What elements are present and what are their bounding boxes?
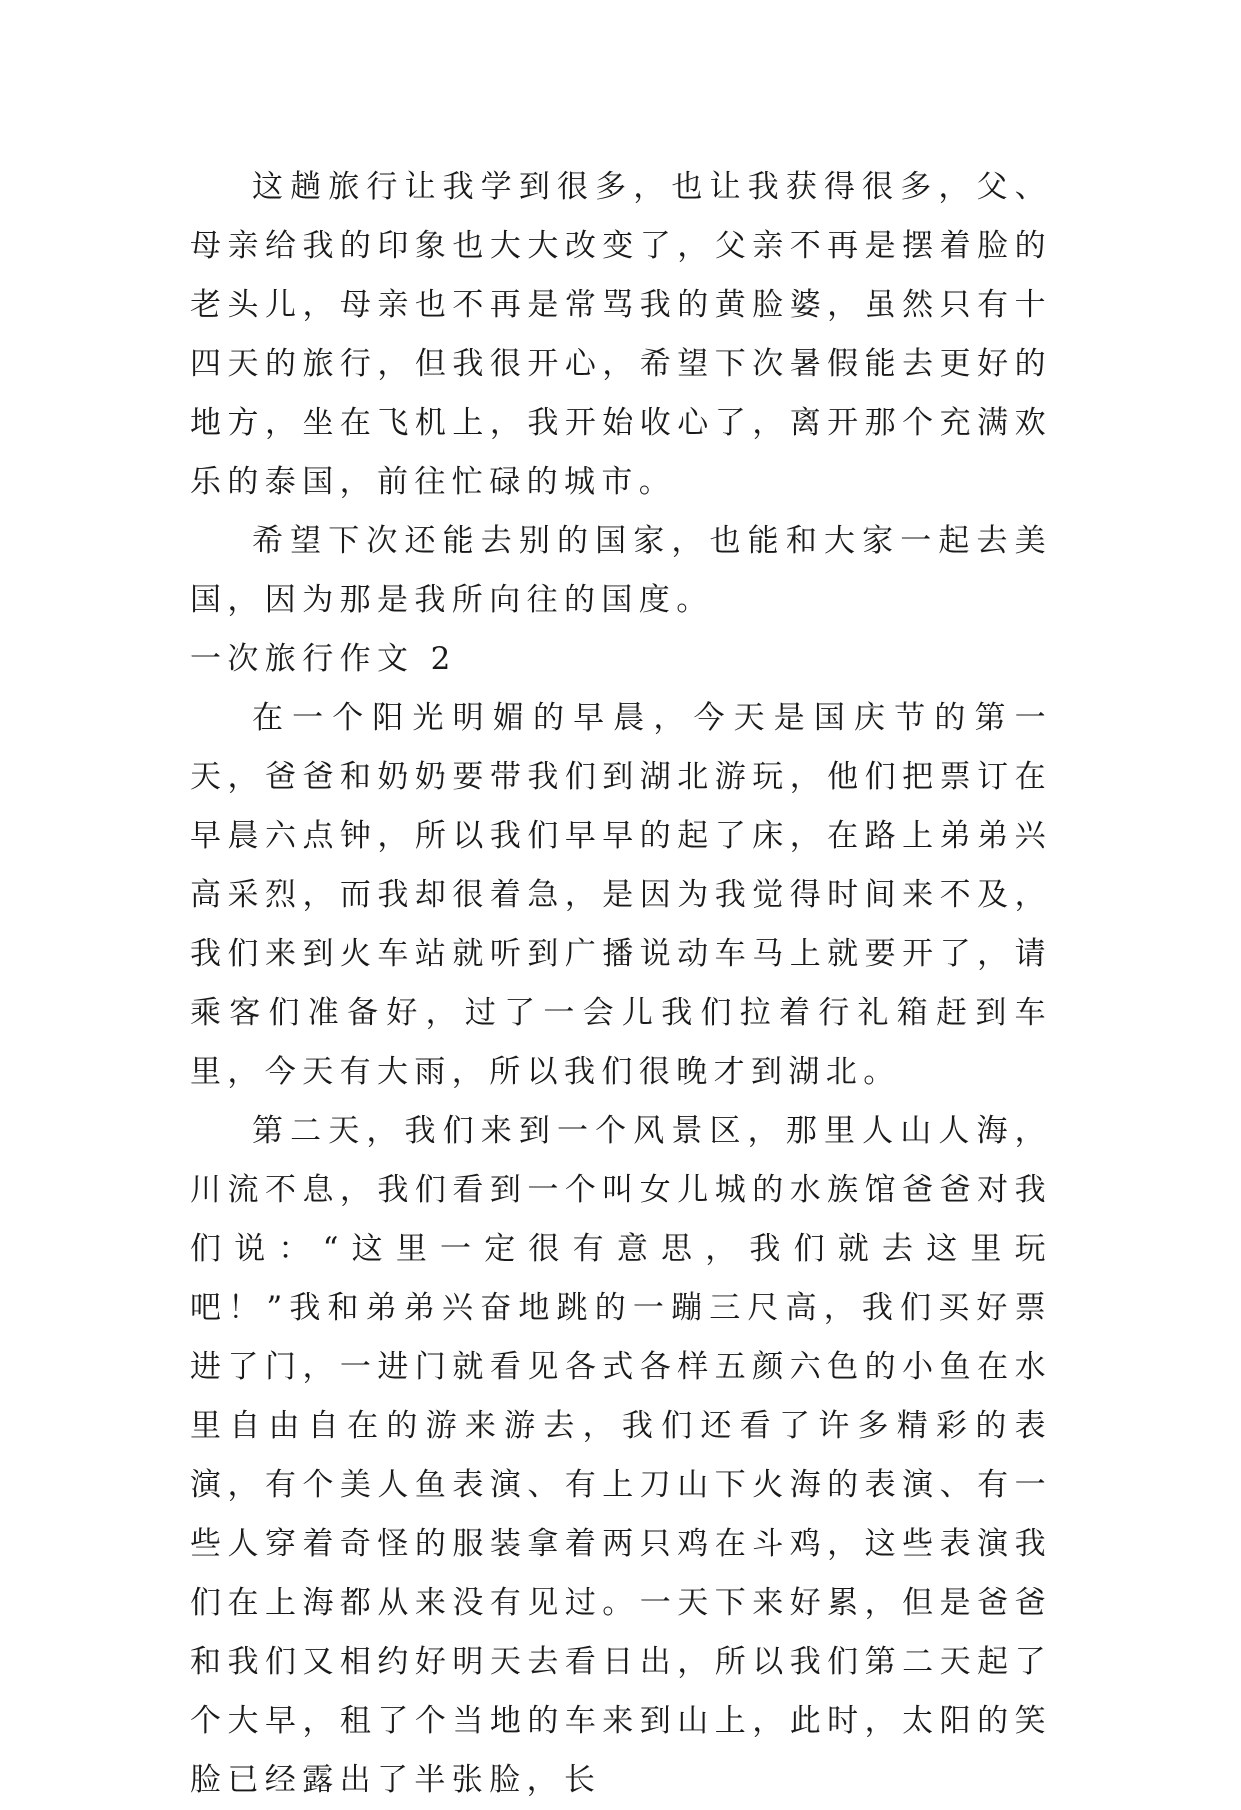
document-body	[190, 158, 1052, 1810]
paragraph-national-day-morning: 在一个阳光明媚的早晨，今天是国庆节的第一天，爸爸和奶奶要带我们到湖北游玩，他们把票订在早晨六点钟，所以我们早早的起了床，在路上弟弟兴高采烈，而我却很着急，是因为我觉得时间来不及，我们来到火车站就听到广播说动车马上就要开了，请乘客们准备好，过了一会儿我们拉着行礼箱赶到车里，今天有大雨，所以我们很晚才到湖北。	[190, 700, 1052, 1090]
section-title: 一次旅行作文 2	[190, 641, 457, 677]
paragraph-travel-summary: 这趟旅行让我学到很多，也让我获得很多，父、母亲给我的印象也大大改变了，父亲不再是摆着脸的老头儿，母亲也不再是常骂我的黄脸婆，虽然只有十四天的旅行，但我很开心，希望下次暑假能去更好的地方，坐在飞机上，我开始收心了，离开那个充满欢乐的泰国，前往忙碌的城市。	[190, 169, 1052, 500]
paragraph-second-day: 第二天，我们来到一个风景区，那里人山人海，川流不息，我们看到一个叫女儿城的水族馆爸爸对我们说：“这里一定很有意思，我们就去这里玩吧！”我和弟弟兴奋地跳的一蹦三尺高，我们买好票进了门，一进门就看见各式各样五颜六色的小鱼在水里自由自在的游来游去，我们还看了许多精彩的表演，有个美人鱼表演、有上刀山下火海的表演、有一些人穿着奇怪的服装拿着两只鸡在斗鸡，这些表演我们在上海都从来没有见过。一天下来好累，但是爸爸和我们又相约好明天去看日出，所以我们第二天起了个大早，租了个当地的车来到山上，此时，太阳的笑脸已经露出了半张脸，长	[190, 1113, 1052, 1798]
paragraph-next-trip-hope: 希望下次还能去别的国家，也能和大家一起去美国，因为那是我所向往的国度。	[190, 523, 1052, 618]
